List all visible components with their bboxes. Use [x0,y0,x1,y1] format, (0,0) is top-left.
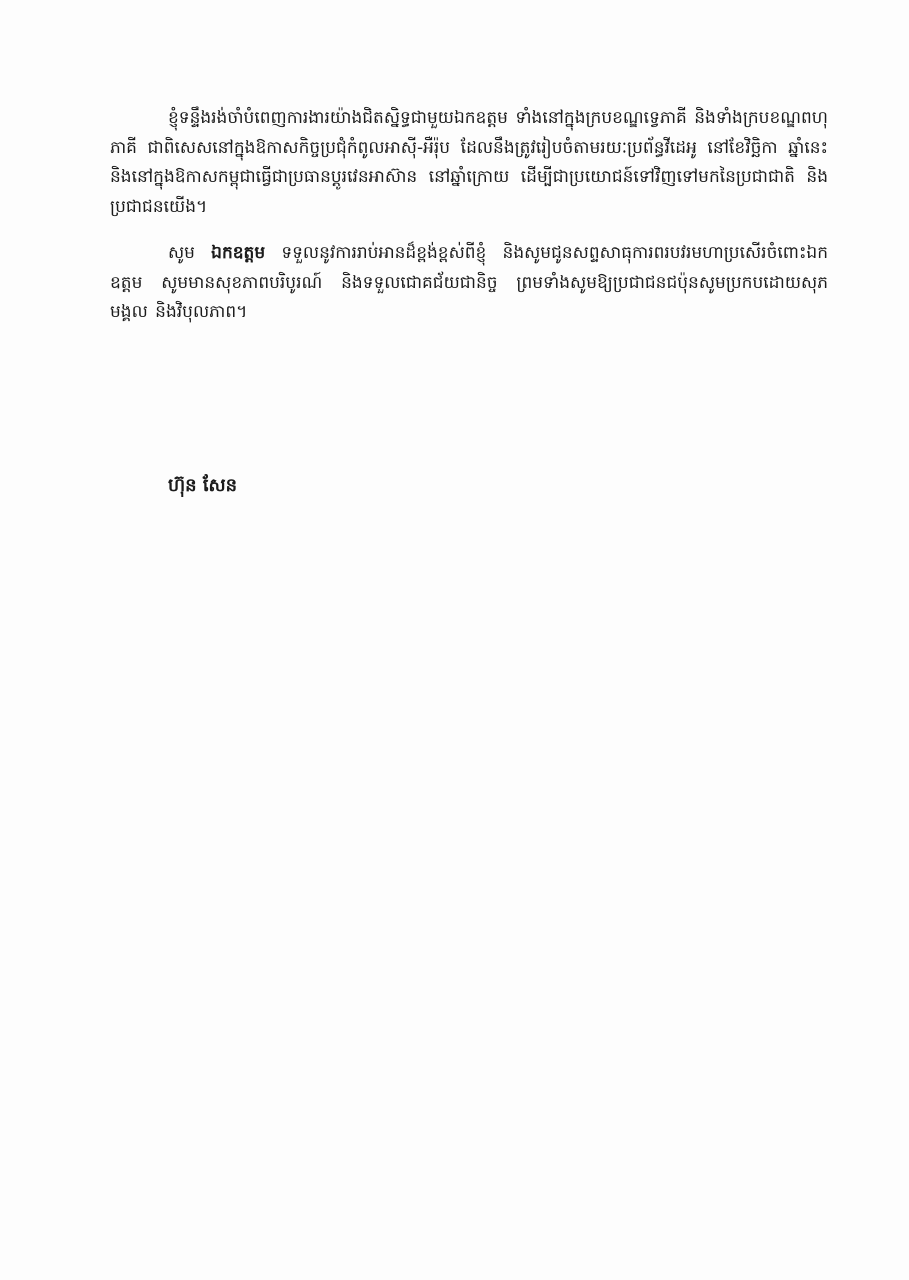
paragraph-2-rest: ទទួលនូវការរាប់អានដ៏ខ្ពង់ខ្ពស់ពីខ្ញុំ និងសូមជូនសព្ទសាធុការពរបវរមហាប្រសើរចំពោះឯកឧត្តម សូមមានសុខភាពបរិបូរណ៍ និងទទួលជោគជ័យជានិច្ច ព្រមទាំងសូមឱ្យប្រជាជនជប៉ុនសូមប្រកបដោយសុភមង្គល និងវិបុលភាព។ [110,243,829,322]
paragraph-2-bold-title: ឯកឧត្តម [211,243,266,263]
paragraph-2-prefix: សូម [168,243,212,263]
paragraph-1: ខ្ញុំទន្ទឹងរង់ចាំបំពេញការងារយ៉ាងជិតស្និទ្ធជាមួយឯកឧត្តម ទាំងនៅក្នុងក្របខណ្ឌទ្វេភាគី និងទាំងក្របខណ្ឌពហុភាគី ជាពិសេសនៅក្នុងឱកាសកិច្ចប្រជុំកំពូលអាស៊ី-អឺរ៉ុប ដែលនឹងត្រូវរៀបចំតាមរយៈប្រព័ន្ធវីដេអូ នៅខែវិច្ឆិកា ឆ្នាំនេះ និងនៅក្នុងឱកាសកម្ពុជាធ្វើជាប្រធានប្ដូរវេនអាស៊ាន នៅឆ្នាំក្រោយ ដើម្បីជាប្រយោជន៍ទៅវិញទៅមកនៃប្រជាជាតិ និងប្រជាជនយើង។ [110,108,828,217]
signature-name: ហ៊ុន សែន [168,475,238,496]
letter-body [110,104,828,328]
paragraph-2 [110,239,828,328]
